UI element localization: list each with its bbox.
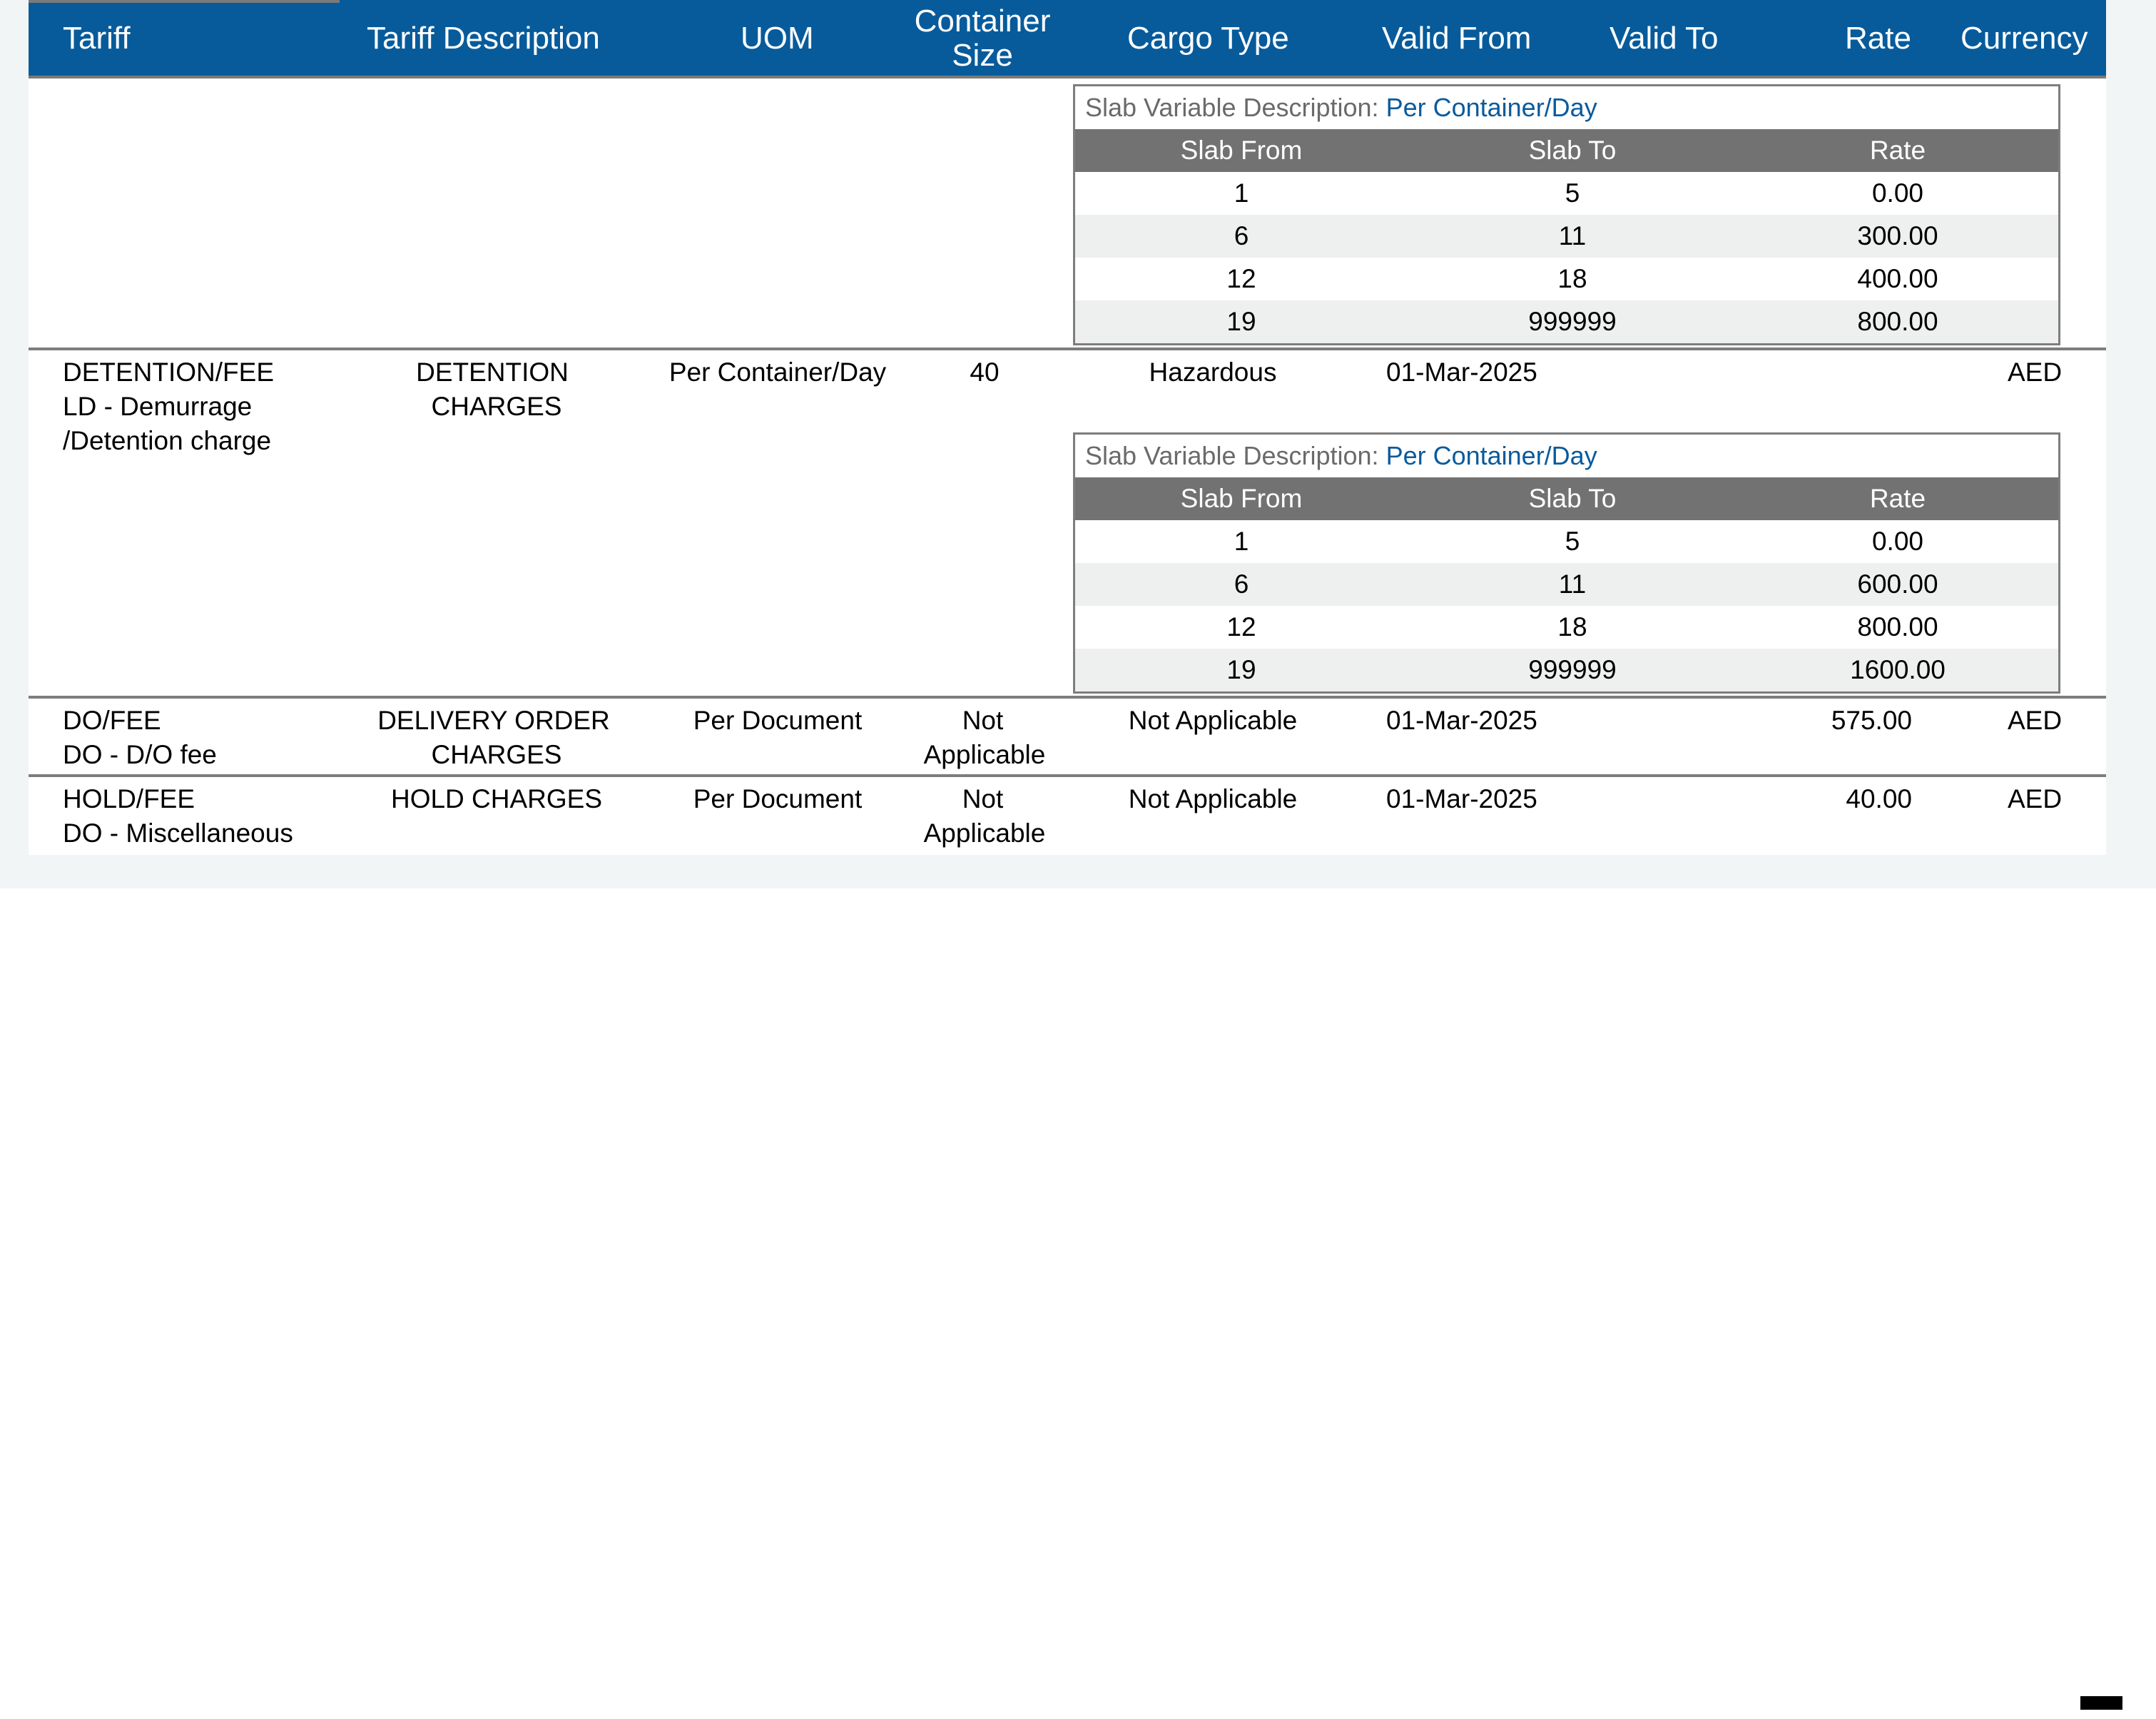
container-size: 40: [970, 358, 1000, 387]
slab-to: 999999: [1528, 307, 1617, 336]
slab-from: 12: [1226, 264, 1256, 293]
slab-caption-label: Slab Variable Description:: [1085, 93, 1379, 122]
slab-row: [1075, 215, 2058, 258]
table-header: [29, 0, 2106, 78]
slab-header-row: [1075, 129, 2058, 172]
slab-row: [1075, 172, 2058, 215]
column-header-rate[interactable]: Rate: [1845, 21, 1911, 56]
column-header-valid-from[interactable]: Valid From: [1382, 21, 1532, 56]
currency: AED: [2008, 358, 2063, 387]
slab-to: 11: [1558, 569, 1587, 599]
slab-rate: 600.00: [1857, 569, 1938, 599]
tariff-subtitle: DO - D/O fee: [63, 740, 217, 769]
row-divider: [29, 774, 2106, 777]
tariff-description: HOLD CHARGES: [390, 784, 603, 813]
slab-caption: [1075, 86, 2058, 129]
slab-row: [1075, 649, 2058, 691]
column-header-valid-to[interactable]: Valid To: [1610, 21, 1719, 56]
cargo-type: Not Applicable: [1128, 784, 1298, 813]
tariff-subtitle: DO - Miscellaneous: [63, 818, 293, 848]
slab-header-to: Slab To: [1528, 484, 1617, 513]
slab-to: 5: [1565, 527, 1580, 556]
container-size: Not: [962, 706, 1004, 735]
rate: 575.00: [1831, 706, 1912, 735]
slab-body: [1075, 172, 2058, 343]
slab-caption-value: Per Container/Day: [1385, 441, 1597, 470]
tariff-subtitle-2: /Detention charge: [63, 426, 272, 455]
slab-caption-label: Slab Variable Description:: [1085, 441, 1379, 470]
slab-row: [1075, 563, 2058, 606]
cargo-type: Not Applicable: [1128, 706, 1298, 735]
slab-rate: 800.00: [1857, 307, 1938, 336]
slab-rate: 0.00: [1871, 527, 1923, 556]
container-size-2: Applicable: [923, 740, 1046, 769]
currency: AED: [2008, 784, 2063, 813]
slab-header-to: Slab To: [1528, 136, 1617, 165]
column-header-tariff[interactable]: Tariff: [63, 21, 131, 56]
slab-to: 11: [1558, 221, 1587, 250]
currency: AED: [2008, 706, 2063, 735]
slab-from: 19: [1226, 655, 1256, 684]
slab-to: 18: [1557, 264, 1587, 293]
rate: 40.00: [1846, 784, 1912, 813]
slab-from: 1: [1234, 527, 1249, 556]
slab-header-row: [1075, 477, 2058, 520]
slab-rate: 300.00: [1857, 221, 1938, 250]
tariff-description: DELIVERY ORDER: [377, 706, 610, 735]
slab-header-rate: Rate: [1869, 484, 1926, 513]
header-tab-indicator: [29, 0, 340, 3]
slab-row: [1075, 606, 2058, 649]
slab-to: 999999: [1528, 655, 1617, 684]
slab-row: [1075, 520, 2058, 563]
slab-rate: 0.00: [1871, 178, 1923, 208]
slab-from: 19: [1226, 307, 1256, 336]
slab-to: 5: [1565, 178, 1580, 208]
container-size: Not: [962, 784, 1004, 813]
uom: Per Document: [693, 784, 863, 813]
slab-row: [1075, 300, 2058, 343]
slab-row: [1075, 258, 2058, 300]
container-size-2: Applicable: [923, 818, 1046, 848]
slab-header-rate: Rate: [1869, 136, 1926, 165]
slab-from: 1: [1234, 178, 1249, 208]
column-header-container-size[interactable]: [900, 4, 1064, 73]
valid-from: 01-Mar-2025: [1386, 358, 1537, 387]
uom: Per Container/Day: [668, 358, 887, 387]
slab-caption: [1075, 435, 2058, 477]
column-header-uom[interactable]: UOM: [741, 21, 814, 56]
column-header-cargo-type[interactable]: Cargo Type: [1127, 21, 1289, 56]
tariff-description-2: CHARGES: [431, 392, 562, 421]
slab-rate: 400.00: [1857, 264, 1938, 293]
slab-to: 18: [1557, 612, 1587, 642]
column-header-tariff-description[interactable]: Tariff Description: [367, 21, 600, 56]
slab-table: [1073, 432, 2060, 694]
tariff-code: DO/FEE: [63, 706, 161, 735]
row-divider: [29, 696, 2106, 699]
slab-from: 6: [1234, 221, 1249, 250]
tariff-subtitle: LD - Demurrage: [63, 392, 253, 421]
slab-from: 12: [1226, 612, 1256, 642]
slab-body: [1075, 520, 2058, 691]
slab-rate: 800.00: [1857, 612, 1938, 642]
column-header-container-size-line1: Container: [914, 4, 1051, 39]
slab-header-from: Slab From: [1180, 484, 1303, 513]
tariff-description-2: CHARGES: [431, 740, 562, 769]
slab-table: [1073, 84, 2060, 345]
column-header-currency[interactable]: Currency: [1961, 21, 2088, 56]
tariff-code: DETENTION/FEE: [63, 358, 275, 387]
slab-from: 6: [1234, 569, 1249, 599]
uom: Per Document: [693, 706, 863, 735]
corner-marker: [2080, 1696, 2122, 1710]
slab-caption-value: Per Container/Day: [1385, 93, 1597, 122]
tariff-description: DETENTION: [416, 358, 569, 387]
column-header-container-size-line2: Size: [952, 38, 1013, 73]
slab-rate: 1600.00: [1850, 655, 1946, 684]
tariff-code: HOLD/FEE: [63, 784, 195, 813]
valid-from: 01-Mar-2025: [1386, 784, 1537, 813]
row-divider: [29, 348, 2106, 350]
valid-from: 01-Mar-2025: [1386, 706, 1537, 735]
cargo-type: Hazardous: [1149, 358, 1277, 387]
slab-header-from: Slab From: [1180, 136, 1303, 165]
